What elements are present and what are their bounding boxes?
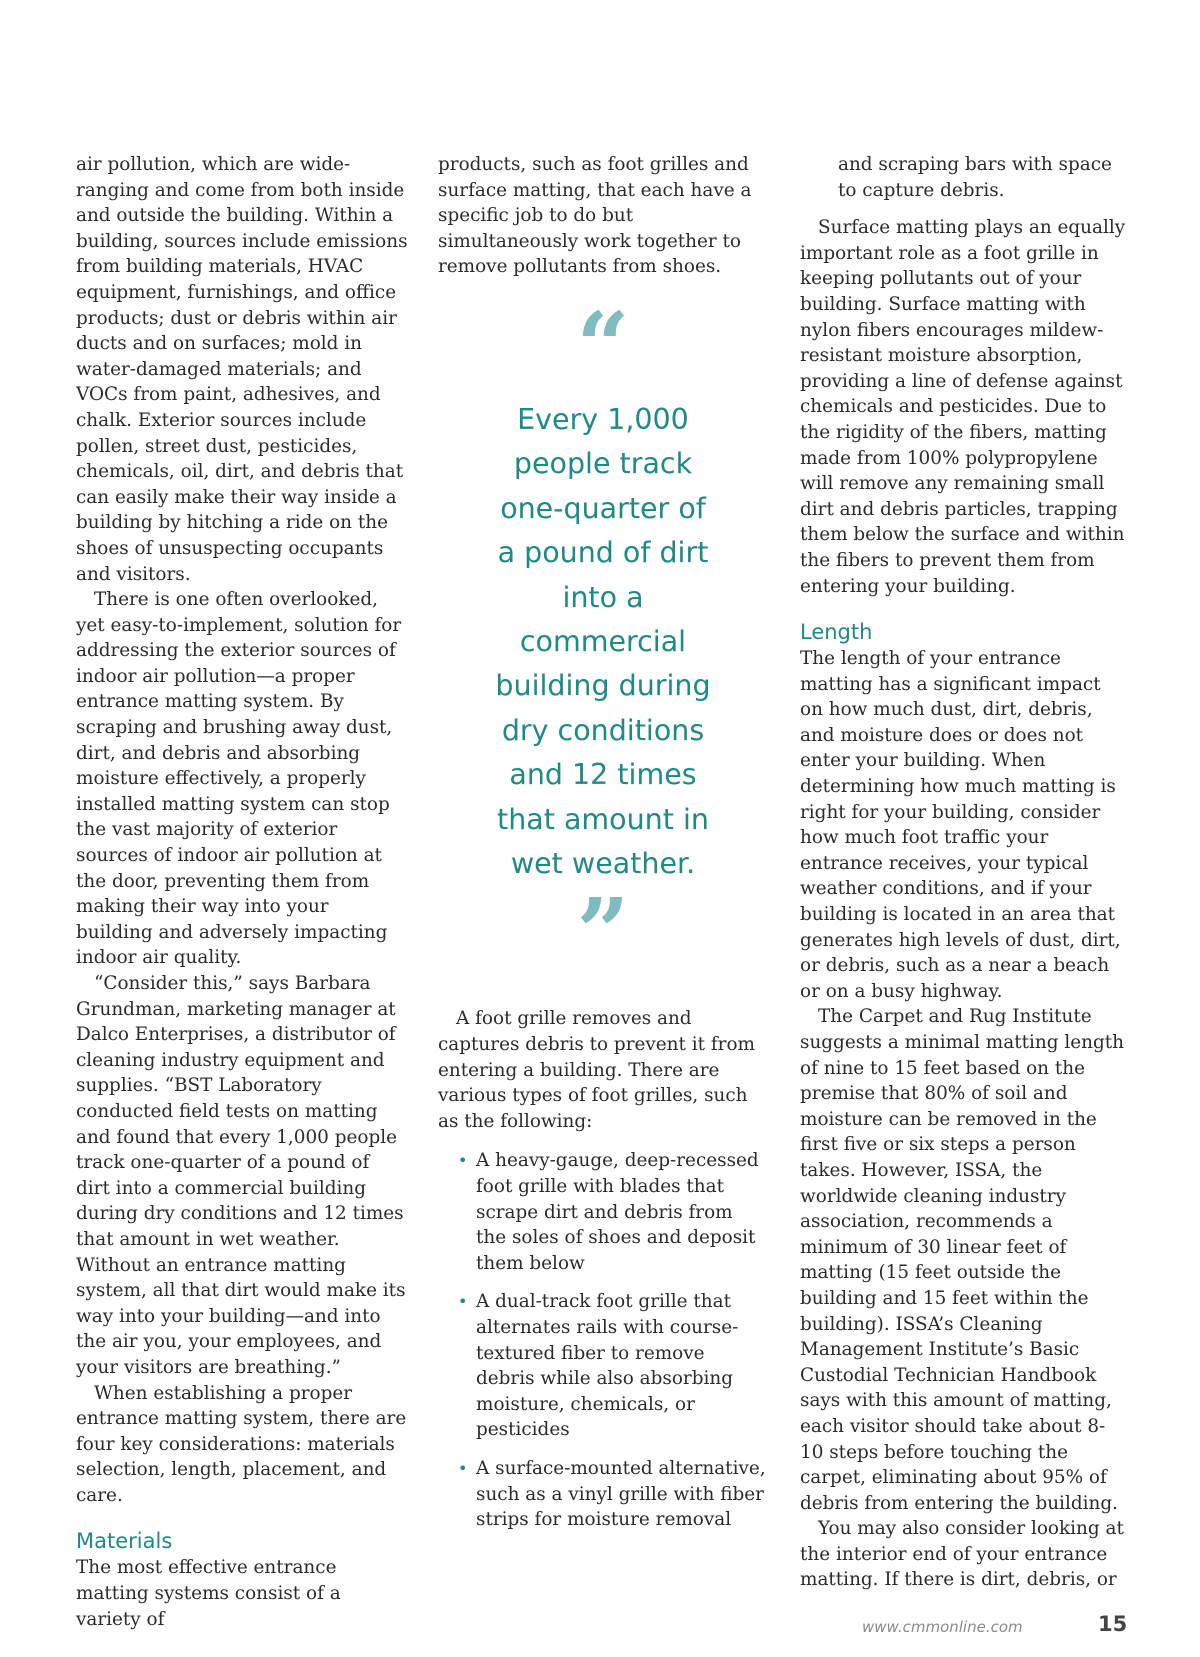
pull-quote-text: Every 1,000 people track one-quarter of a pound of dirt into a commercial building during dry conditions and 12 times that amount in wet weather.: [495, 402, 711, 881]
bullet-icon: •: [458, 1151, 468, 1171]
body-paragraph: Surface matting plays an equally important role as a foot grille in keeping pollutants out of your building. Surface matting with nylon fibers encourages mildew-resistant moisture absorption, providing a line of defense against chemicals and pesticides. Due to the rigidity of the fibers, matting made from 100% polypropylene will remove any remaining small dirt and debris particles, trapping them below the surface and within the fibers to prevent them from entering your building.: [800, 217, 1126, 597]
pull-quote: [438, 291, 768, 987]
section-heading-materials: Materials: [76, 1529, 173, 1554]
body-paragraph: products, such as foot grilles and surface matting, that each have a specific job to do but simultaneously work together to remove pollutants from shoes.: [438, 154, 752, 278]
body-paragraph: You may also consider looking at the interior end of your entrance matting. If there is dirt, debris, or: [800, 1518, 1124, 1591]
bullet-icon: •: [458, 1458, 468, 1478]
list-item-text: A heavy-gauge, deep-recessed foot grille with blades that scrape dirt and debris from the soles of shoes and deposit them below: [476, 1150, 759, 1274]
body-paragraph: “Consider this,” says Barbara Grundman, marketing manager at Dalco Enterprises, a distributor of cleaning industry equipment and supplies. “BST Laboratory conducted field tests on matting and found that every 1,000 people track one-quarter of a pound of dirt into a commercial building during dry conditions and 12 times that amount in wet weather. Without an entrance matting system, all that dirt would make its way into your building—and into the air you, your employees, and your visitors are breathing.”: [76, 973, 406, 1378]
column-2: [438, 152, 768, 1546]
footer-url[interactable]: www.cmmonline.com: [862, 1618, 1023, 1636]
column-3: [800, 152, 1128, 1593]
bullet-icon: •: [458, 1292, 468, 1312]
body-paragraph: A foot grille removes and captures debris to prevent it from entering a building. There are various types of foot grilles, such as the following:: [438, 1008, 755, 1132]
page-number: 15: [1098, 1612, 1128, 1636]
body-paragraph: When establishing a proper entrance matting system, there are four key considerations: materials selection, length, placement, and care.: [76, 1382, 407, 1506]
body-paragraph: The most effective entrance matting systems consist of a variety of: [76, 1557, 341, 1630]
body-paragraph: air pollution, which are wide-ranging and come from both inside and outside the building. Within a building, sources include emissions from building materials, HVAC equipment, furnishings, and office products; dust or debris within air ducts and on surfaces; mold in water-damaged materials; and VOCs from paint, adhesives, and chalk. Exterior sources include pollen, street dust, pesticides, chemicals, oil, dirt, and debris that can easily make their way inside a building by hitching a ride on the shoes of unsuspecting occupants and visitors.: [76, 154, 408, 585]
list-item: [438, 1289, 768, 1443]
section-heading-length: Length: [800, 620, 873, 645]
list-item-text: A dual-track foot grille that alternates rails with course-textured fiber to remove debris while also absorbing moisture, chemicals, or pesticides: [476, 1291, 739, 1441]
list-item: [438, 1456, 768, 1533]
list-item: [438, 1148, 768, 1276]
body-paragraph: The length of your entrance matting has a significant impact on how much dust, dirt, debris, and moisture does or does not enter your building. When determining how much matting is right for your building, consider how much foot traffic your entrance receives, your typical weather conditions, and if your building is located in an area that generates high levels of dust, dirt, or debris, such as a near a beach or on a busy highway.: [800, 648, 1121, 1002]
body-paragraph: The Carpet and Rug Institute suggests a minimal matting length of nine to 15 feet based on the premise that 80% of soil and moisture can be removed in the first five or six steps a person takes. However, ISSA, the worldwide cleaning industry association, recommends a minimum of 30 linear feet of matting (15 feet outside the building and 15 feet within the building). ISSA’s Cleaning Management Institute’s Basic Custodial Technician Handbook says with this amount of matting, each visitor should take about 8-10 steps before touching the carpet, eliminating about 95% of debris from entering the building.: [800, 1006, 1124, 1514]
list-continuation: and scraping bars with space to capture debris.: [838, 154, 1112, 201]
open-quote-icon: “: [576, 291, 630, 400]
bullet-list: [438, 1148, 768, 1532]
close-quote-icon: ”: [576, 878, 630, 987]
list-item-text: A surface-mounted alternative, such as a vinyl grille with fiber strips for moisture removal: [476, 1457, 766, 1531]
body-paragraph: There is one often overlooked, yet easy-to-implement, solution for addressing the exterior sources of indoor air pollution—a proper entrance matting system. By scraping and brushing away dust, dirt, and debris and absorbing moisture effectively, a properly installed matting system can stop the vast majority of exterior sources of indoor air pollution at the door, preventing them from making their way into your building and adversely impacting indoor air quality.: [76, 589, 402, 969]
column-1: [76, 152, 408, 1632]
